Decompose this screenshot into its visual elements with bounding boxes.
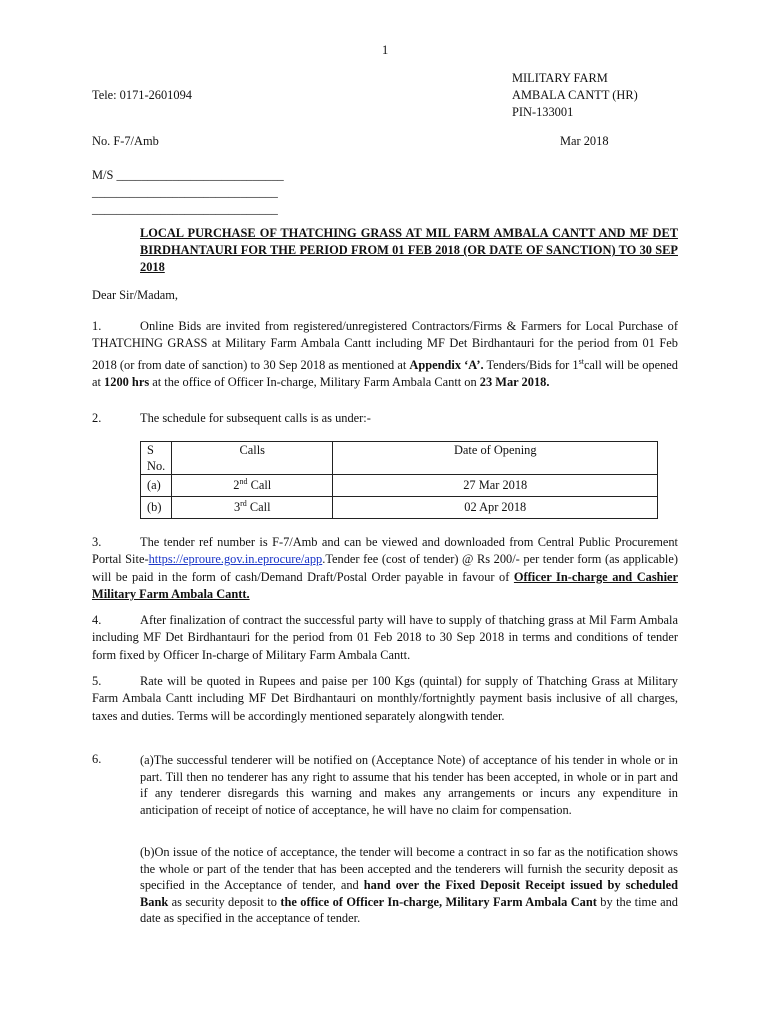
para-6b <box>140 844 678 927</box>
para-4-number: 4. <box>92 613 102 627</box>
para-5-number: 5. <box>92 674 102 688</box>
addressee-line-1: M/S ___________________________ <box>92 168 284 182</box>
subject-heading: LOCAL PURCHASE OF THATCHING GRASS AT MIL FARM AMBALA CANTT AND MF DET BIRDHANTAURI FOR THE PERIOD FROM 01 FEB 2018 (OR DATE OF SANCTION) TO 30 SEP 2018 <box>140 226 678 274</box>
address-line-3: PIN-133001 <box>512 105 574 119</box>
table-row <box>141 475 658 497</box>
para-1-text-d: at the office of Officer In-charge, Military Farm Ambala Cantt on <box>149 375 480 390</box>
address-line-1: MILITARY FARM <box>512 71 608 85</box>
para-6b-bold-1: hand over the Fixed Deposit Receipt issued by scheduled Bank <box>140 878 678 909</box>
para-6b-bold-2: the office of Officer In-charge, Military Farm Ambala Cant <box>280 894 597 909</box>
address-line-2: AMBALA CANTT (HR) <box>512 88 638 102</box>
paragraph-4 <box>92 612 678 664</box>
para-2-text: The schedule for subsequent calls is as under:- <box>140 411 371 425</box>
header-sno: S No. <box>141 442 172 475</box>
para-6-number: 6. <box>92 752 102 766</box>
addressee-line-3: ______________________________ <box>92 202 278 216</box>
addressee-line-2: ______________________________ <box>92 185 278 199</box>
para-1-text: Online Bids are invited from registered/unregistered Contractors/Firms & Farmers for Local Purchase of THATCHING GRASS at Military Farm Ambala Cantt including MF Det Birdhantauri for the period from 01 Feb 2018 (or from date of sanction) to 30 Sep 2018 as mentioned at <box>92 319 678 372</box>
para-2-number: 2. <box>92 411 102 425</box>
row-call: 2nd Call <box>172 475 333 497</box>
table-row <box>141 497 658 519</box>
para-3-text: The tender ref number is F-7/Amb and can be viewed and downloaded from Central Public Procurement Portal Site- <box>92 535 678 567</box>
para-1-sup: st <box>578 356 584 366</box>
para-1-text-b: Tenders/Bids for 1 <box>483 357 579 372</box>
para-3-text-b: .Tender fee (cost of tender) @ Rs 200/- per tender form (as applicable) will be paid in the form of cash/Demand Draft/Postal Order payable in favour of <box>92 552 678 584</box>
portal-link[interactable]: https://eproure.gov.in.eprocure/app <box>148 552 323 567</box>
row-sno: (b) <box>141 497 172 519</box>
header-calls: Calls <box>172 442 333 475</box>
reference-number: No. F-7/Amb <box>92 134 159 148</box>
para-6b-text: (b)On issue of the notice of acceptance, the tender will become a contract in so far as the notification shows the whole or part of the tender that has been accepted and the tenderers will furnish the security deposit as specified in the Acceptance of tender, and <box>140 845 678 893</box>
letter-date: Mar 2018 <box>560 134 609 148</box>
para-6b-text-b: as security deposit to <box>168 894 281 909</box>
para-4-text: After finalization of contract the successful party will have to supply of thatching grass at Mil Farm Ambala including MF Det Birdhantauri for the period from 01 Feb 2018 to 30 Sep 2018 in terms and conditions of tender form fixed by Officer In-charge of Military Farm Ambala Cantt. <box>92 613 678 662</box>
para-1-open-date: 23 Mar 2018. <box>479 375 550 390</box>
header-date: Date of Opening <box>333 442 658 475</box>
row-sno: (a) <box>141 475 172 497</box>
para-1-time: 1200 hrs <box>104 375 150 390</box>
row-call: 3rd Call <box>172 497 333 519</box>
para-3-payee: Officer In-charge and Cashier Military Farm Ambala Cantt. <box>92 569 679 602</box>
table-header-row <box>141 442 658 475</box>
para-1-number: 1. <box>92 319 102 333</box>
para-6a-text: (a)The successful tenderer will be notified on (Acceptance Note) of acceptance of his tender in whole or in part. Till then no tenderer has any right to assume that his tender has been accepted, in whole or in part and if any tenderer disregards this warning and makes any arrangements or incurs any expenditure in anticipation of receipt of notice of acceptance, he will have no claim for compensation. <box>140 753 678 817</box>
paragraph-1 <box>92 318 678 392</box>
salutation: Dear Sir/Madam, <box>92 288 179 302</box>
para-1-appendix: Appendix ‘A’. <box>409 357 484 372</box>
row-date: 02 Apr 2018 <box>333 497 658 519</box>
page-number: 1 <box>382 43 389 57</box>
paragraph-5 <box>92 673 678 725</box>
para-5-text: Rate will be quoted in Rupees and paise per 100 Kgs (quintal) for supply of Thatching Grass at Military Farm Ambala Cantt including MF Det Birdhantauri on monthly/fortnightly payment basis inclusive of all charges, taxes and duties. Terms will be accordingly mentioned separately alongwith tender. <box>92 674 678 723</box>
telephone: Tele: 0171-2601094 <box>92 88 192 102</box>
para-3-number: 3. <box>92 535 102 549</box>
para-1-text-c: call will be opened at <box>92 357 678 390</box>
paragraph-3 <box>92 534 678 604</box>
para-6b-text-c: by the time and date as specified in the acceptance of tender. <box>140 894 679 926</box>
schedule-table <box>140 441 658 519</box>
row-date: 27 Mar 2018 <box>333 475 658 497</box>
